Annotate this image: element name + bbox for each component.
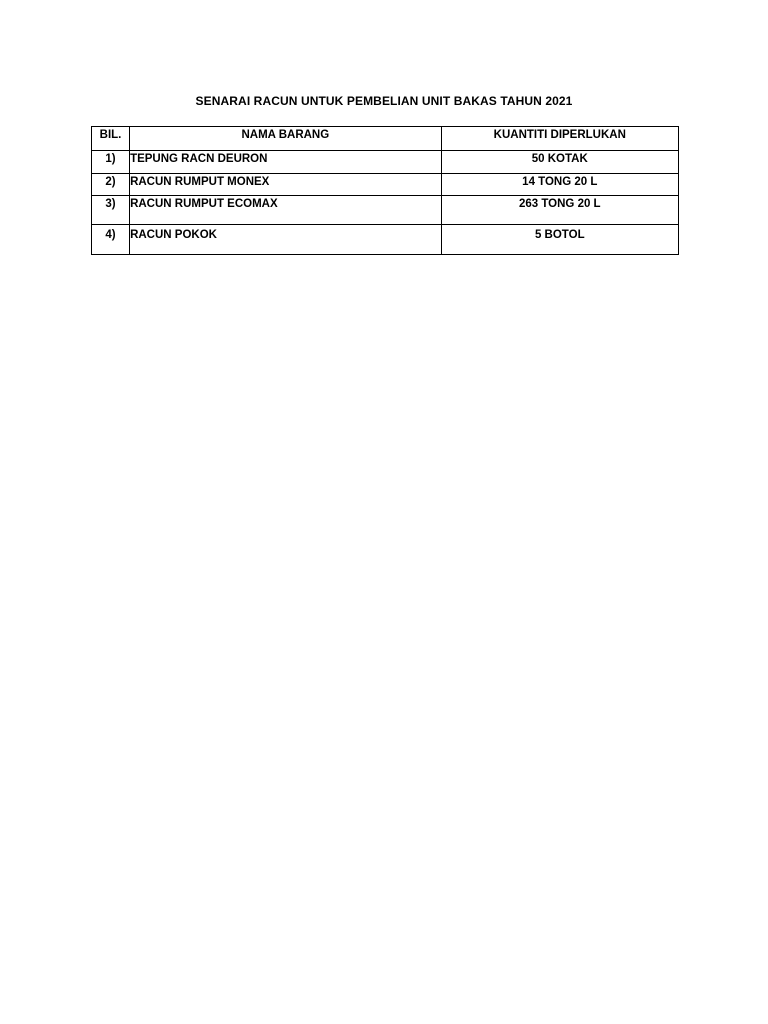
table-row (92, 151, 679, 174)
header-bil: BIL. (92, 127, 130, 151)
header-nama-barang: NAMA BARANG (130, 127, 442, 151)
cell-bil: 1) (92, 151, 130, 174)
cell-bil: 2) (92, 174, 130, 196)
cell-kuantiti: 5 BOTOL (441, 225, 678, 255)
cell-nama-barang: TEPUNG RACN DEURON (130, 151, 442, 174)
items-table (91, 126, 679, 255)
header-kuantiti: KUANTITI DIPERLUKAN (441, 127, 678, 151)
cell-bil: 3) (92, 196, 130, 225)
table-row (92, 225, 679, 255)
table-row (92, 174, 679, 196)
cell-kuantiti: 14 TONG 20 L (441, 174, 678, 196)
cell-nama-barang: RACUN POKOK (130, 225, 442, 255)
document-title: SENARAI RACUN UNTUK PEMBELIAN UNIT BAKAS TAHUN 2021 (195, 94, 573, 108)
cell-bil: 4) (92, 225, 130, 255)
cell-nama-barang: RACUN RUMPUT MONEX (130, 174, 442, 196)
table-row (92, 196, 679, 225)
cell-kuantiti: 50 KOTAK (441, 151, 678, 174)
table-header-row (92, 127, 679, 151)
cell-nama-barang: RACUN RUMPUT ECOMAX (130, 196, 442, 225)
cell-kuantiti: 263 TONG 20 L (441, 196, 678, 225)
